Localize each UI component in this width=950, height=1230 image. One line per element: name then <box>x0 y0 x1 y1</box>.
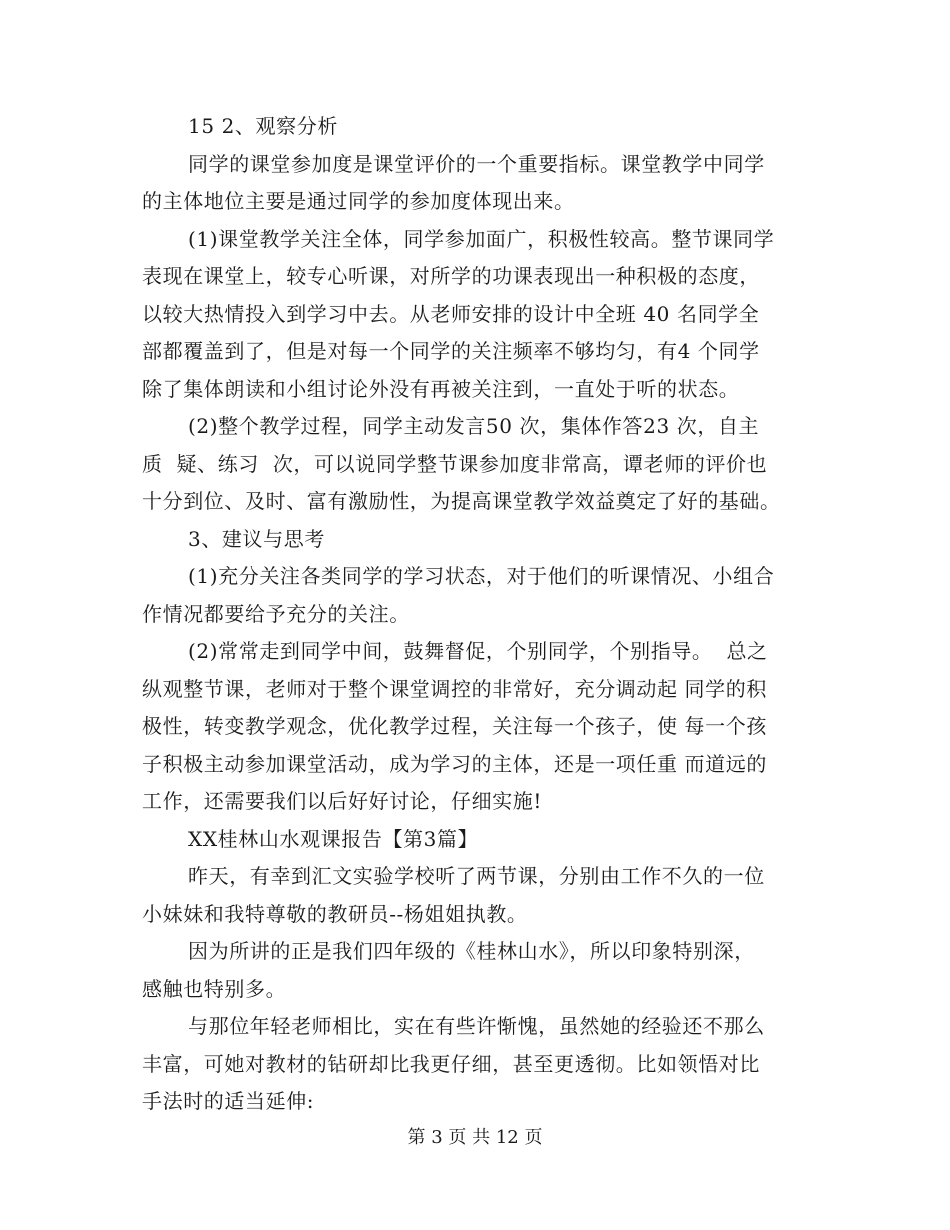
paragraph-line: (1)充分关注各类同学的学习状态，对于他们的听课情况、小组合 <box>188 564 775 588</box>
section-heading: XX桂林山水观课报告【第3篇】 <box>188 826 479 851</box>
paragraph-line: 纵观整节课，老师对于整个课堂调控的非常好，充分调动起 同学的积 <box>142 676 767 701</box>
paragraph-line: (2)常常走到同学中间，鼓舞督促，个别同学，个别指导。 总之 <box>188 639 768 663</box>
paragraph-line: 以较大热情投入到学习中去。从老师安排的设计中全班 40 名同学全 <box>142 301 760 326</box>
paragraph-line: 表现在课堂上，较专心听课，对所学的功课表现出一种积极的态度， <box>142 264 760 288</box>
paragraph-line: 昨天，有幸到汇文实验学校听了两节课，分别由工作不久的一位 <box>188 864 765 888</box>
paragraph-line: 工作，还需要我们以后好好讨论，仔细实施! <box>142 789 543 813</box>
document-body <box>142 108 807 1121</box>
paragraph-line: 子积极主动参加课堂活动，成为学习的主体，还是一项任重 而道远的 <box>142 751 767 776</box>
paragraph-line: 十分到位、及时、富有激励性，为提高课堂教学效益奠定了好的基础。 <box>142 489 781 513</box>
paragraph-line: 手法时的适当延伸: <box>142 1089 315 1113</box>
section-heading: 15 2、观察分析 <box>188 114 338 138</box>
paragraph-line: 部都覆盖到了，但是对每一个同学的关注频率不够均匀，有4 个同学 <box>142 339 760 363</box>
page-number-footer: 第 3 页 共 12 页 <box>407 1127 543 1148</box>
paragraph-line: 感触也特别多。 <box>142 976 287 1001</box>
paragraph-line: 丰富，可她对教材的钻研却比我更仔细，甚至更透彻。比如领悟对比 <box>142 1051 760 1076</box>
paragraph-line: 质 疑、练习 次，可以说同学整节课参加度非常高，谭老师的评价也 <box>142 451 768 476</box>
paragraph-line: 极性，转变教学观念，优化教学过程，关注每一个孩子，使 每一个孩 <box>142 714 767 738</box>
paragraph-line: 的主体地位主要是通过同学的参加度体现出来。 <box>142 189 575 213</box>
paragraph-line: 作情况都要给予充分的关注。 <box>142 601 410 626</box>
paragraph-line: 除了集体朗读和小组讨论外没有再被关注到，一直处于听的状态。 <box>142 376 740 401</box>
paragraph-line: (1)课堂教学关注全体，同学参加面广，积极性较高。整节课同学 <box>188 226 775 251</box>
section-heading: 3、建议与思考 <box>188 526 325 551</box>
paragraph-line: 与那位年轻老师相比，实在有些许惭愧，虽然她的经验还不那么 <box>188 1014 765 1038</box>
paragraph-line: 同学的课堂参加度是课堂评价的一个重要指标。课堂教学中同学 <box>188 151 765 176</box>
paragraph-line: 因为所讲的正是我们四年级的《桂林山水》，所以印象特别深， <box>188 939 755 963</box>
paragraph-line: (2)整个教学过程，同学主动发言50 次，集体作答23 次，自主 <box>188 414 760 438</box>
paragraph-line: 小妹妹和我特尊敬的教研员--杨姐姐执教。 <box>142 901 528 926</box>
